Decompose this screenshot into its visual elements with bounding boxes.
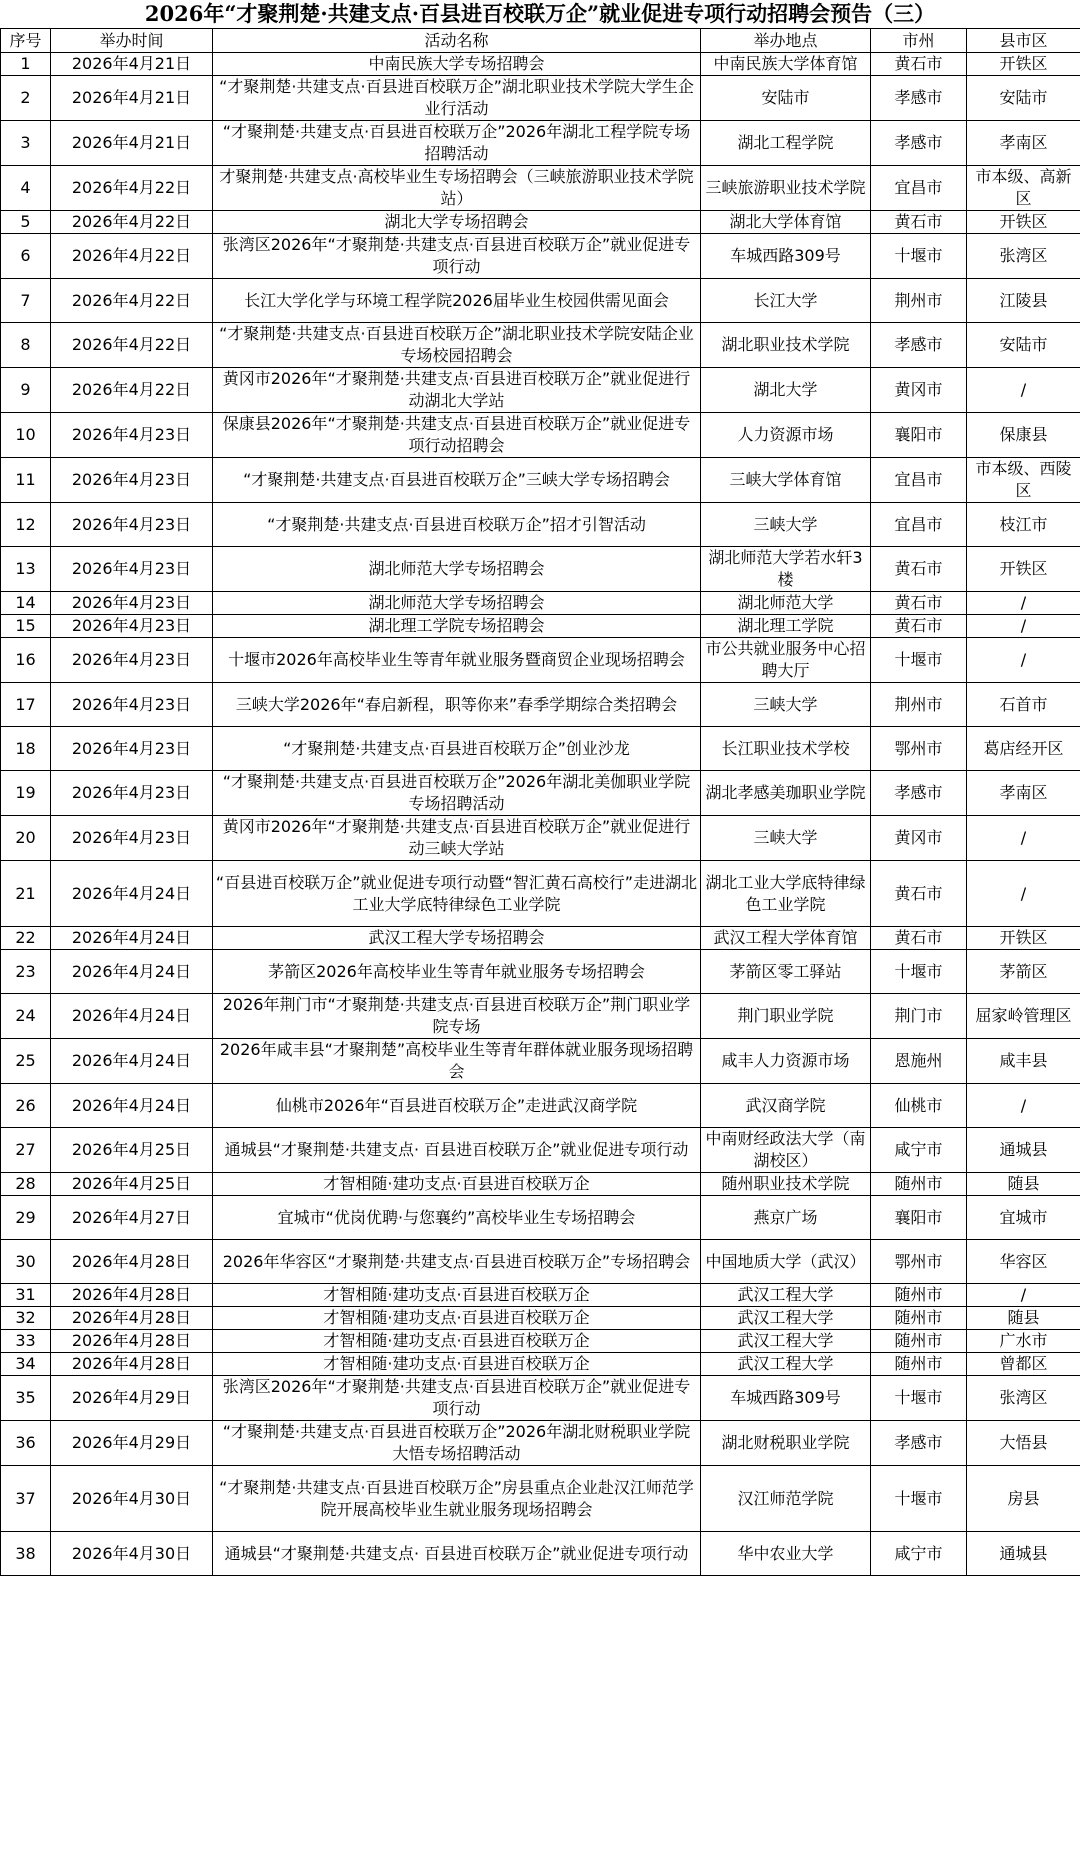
event-date: 2026年4月24日	[51, 861, 213, 927]
county-name: 孝南区	[967, 771, 1080, 816]
event-name: 黄冈市2026年“才聚荆楚·共建支点·百县进百校联万企”就业促进行动湖北大学站	[213, 368, 701, 413]
event-name: 湖北大学专场招聘会	[213, 211, 701, 234]
event-name: 2026年咸丰县“才聚荆楚”高校毕业生等青年群体就业服务现场招聘会	[213, 1039, 701, 1084]
event-venue: 湖北大学体育馆	[701, 211, 871, 234]
event-name: “百县进百校联万企”就业促进专项行动暨“智汇黄石高校行”走进湖北工业大学底特律绿色工业学院	[213, 861, 701, 927]
event-name: 2026年荆门市“才聚荆楚·共建支点·百县进百校联万企”荆门职业学院专场	[213, 994, 701, 1039]
city-name: 荆州市	[871, 683, 967, 727]
county-name: 安陆市	[967, 323, 1080, 368]
table-row	[1, 413, 1080, 458]
county-name: 枝江市	[967, 503, 1080, 547]
event-date: 2026年4月23日	[51, 771, 213, 816]
row-number: 17	[1, 683, 51, 727]
row-number: 36	[1, 1421, 51, 1466]
city-name: 黄石市	[871, 615, 967, 638]
event-venue: 湖北孝感美珈职业学院	[701, 771, 871, 816]
event-name: “才聚荆楚·共建支点·百县进百校联万企”三峡大学专场招聘会	[213, 458, 701, 503]
table-row	[1, 368, 1080, 413]
event-date: 2026年4月28日	[51, 1240, 213, 1284]
row-number: 38	[1, 1532, 51, 1576]
event-name: “才聚荆楚·共建支点·百县进百校联万企”招才引智活动	[213, 503, 701, 547]
row-number: 26	[1, 1084, 51, 1128]
city-name: 恩施州	[871, 1039, 967, 1084]
event-venue: 武汉工程大学	[701, 1353, 871, 1376]
county-name: 市本级、西陵区	[967, 458, 1080, 503]
event-date: 2026年4月28日	[51, 1353, 213, 1376]
row-number: 25	[1, 1039, 51, 1084]
row-number: 20	[1, 816, 51, 861]
city-name: 随州市	[871, 1173, 967, 1196]
event-date: 2026年4月21日	[51, 53, 213, 76]
county-name: 茅箭区	[967, 950, 1080, 994]
table-row	[1, 503, 1080, 547]
city-name: 孝感市	[871, 121, 967, 166]
event-date: 2026年4月25日	[51, 1173, 213, 1196]
city-name: 宜昌市	[871, 503, 967, 547]
event-name: “才聚荆楚·共建支点·百县进百校联万企”2026年湖北工程学院专场招聘活动	[213, 121, 701, 166]
county-name: /	[967, 615, 1080, 638]
city-name: 鄂州市	[871, 1240, 967, 1284]
event-name: 仙桃市2026年“百县进百校联万企”走进武汉商学院	[213, 1084, 701, 1128]
city-name: 孝感市	[871, 323, 967, 368]
county-name: 随县	[967, 1173, 1080, 1196]
event-name: 通城县“才聚荆楚·共建支点· 百县进百校联万企”就业促进专项行动	[213, 1532, 701, 1576]
city-name: 黄冈市	[871, 368, 967, 413]
event-venue: 车城西路309号	[701, 234, 871, 279]
row-number: 14	[1, 592, 51, 615]
county-name: 开铁区	[967, 547, 1080, 592]
event-date: 2026年4月23日	[51, 683, 213, 727]
event-date: 2026年4月22日	[51, 211, 213, 234]
city-name: 襄阳市	[871, 1196, 967, 1240]
event-venue: 人力资源市场	[701, 413, 871, 458]
event-venue: 武汉工程大学	[701, 1284, 871, 1307]
event-venue: 武汉工程大学	[701, 1330, 871, 1353]
row-number: 12	[1, 503, 51, 547]
header-cell: 举办地点	[701, 29, 871, 53]
event-name: 才智相随·建功支点·百县进百校联万企	[213, 1353, 701, 1376]
county-name: /	[967, 1284, 1080, 1307]
row-number: 9	[1, 368, 51, 413]
county-name: /	[967, 592, 1080, 615]
event-name: 武汉工程大学专场招聘会	[213, 927, 701, 950]
table-row	[1, 861, 1080, 927]
header-cell: 活动名称	[213, 29, 701, 53]
event-venue: 三峡大学	[701, 503, 871, 547]
table-row	[1, 1173, 1080, 1196]
event-date: 2026年4月24日	[51, 1084, 213, 1128]
event-name: “才聚荆楚·共建支点·百县进百校联万企”湖北职业技术学院大学生企业行活动	[213, 76, 701, 121]
event-name: “才聚荆楚·共建支点·百县进百校联万企”2026年湖北财税职业学院大悟专场招聘活动	[213, 1421, 701, 1466]
county-name: /	[967, 1084, 1080, 1128]
event-name: 2026年华容区“才聚荆楚·共建支点·百县进百校联万企”专场招聘会	[213, 1240, 701, 1284]
row-number: 24	[1, 994, 51, 1039]
table-row	[1, 1284, 1080, 1307]
table-row	[1, 76, 1080, 121]
county-name: 随县	[967, 1307, 1080, 1330]
city-name: 十堰市	[871, 1466, 967, 1532]
county-name: 张湾区	[967, 234, 1080, 279]
row-number: 27	[1, 1128, 51, 1173]
row-number: 11	[1, 458, 51, 503]
event-name: 茅箭区2026年高校毕业生等青年就业服务专场招聘会	[213, 950, 701, 994]
event-date: 2026年4月23日	[51, 503, 213, 547]
table-row	[1, 592, 1080, 615]
event-date: 2026年4月29日	[51, 1376, 213, 1421]
event-date: 2026年4月24日	[51, 994, 213, 1039]
event-name: 湖北师范大学专场招聘会	[213, 592, 701, 615]
city-name: 黄冈市	[871, 816, 967, 861]
event-name: 宜城市“优岗优聘·与您襄约”高校毕业生专场招聘会	[213, 1196, 701, 1240]
table-row	[1, 1376, 1080, 1421]
table-row	[1, 615, 1080, 638]
row-number: 13	[1, 547, 51, 592]
city-name: 咸宁市	[871, 1532, 967, 1576]
city-name: 荆门市	[871, 994, 967, 1039]
table-row	[1, 279, 1080, 323]
table-row	[1, 1532, 1080, 1576]
row-number: 15	[1, 615, 51, 638]
county-name: /	[967, 368, 1080, 413]
row-number: 19	[1, 771, 51, 816]
event-venue: 燕京广场	[701, 1196, 871, 1240]
event-venue: 安陆市	[701, 76, 871, 121]
event-date: 2026年4月30日	[51, 1532, 213, 1576]
event-venue: 车城西路309号	[701, 1376, 871, 1421]
table-row	[1, 121, 1080, 166]
row-number: 30	[1, 1240, 51, 1284]
city-name: 十堰市	[871, 950, 967, 994]
event-date: 2026年4月28日	[51, 1330, 213, 1353]
county-name: 通城县	[967, 1532, 1080, 1576]
event-venue: 市公共就业服务中心招聘大厅	[701, 638, 871, 683]
event-name: “才聚荆楚·共建支点·百县进百校联万企”2026年湖北美伽职业学院专场招聘活动	[213, 771, 701, 816]
event-date: 2026年4月28日	[51, 1284, 213, 1307]
event-name: “才聚荆楚·共建支点·百县进百校联万企”房县重点企业赴汉江师范学院开展高校毕业生就业服务现场招聘会	[213, 1466, 701, 1532]
table-row	[1, 1128, 1080, 1173]
county-name: 张湾区	[967, 1376, 1080, 1421]
table-row	[1, 638, 1080, 683]
county-name: 开铁区	[967, 927, 1080, 950]
event-date: 2026年4月22日	[51, 368, 213, 413]
event-venue: 中南民族大学体育馆	[701, 53, 871, 76]
table-row	[1, 1353, 1080, 1376]
county-name: 孝南区	[967, 121, 1080, 166]
row-number: 5	[1, 211, 51, 234]
event-date: 2026年4月24日	[51, 1039, 213, 1084]
event-venue: 湖北师范大学若水轩3楼	[701, 547, 871, 592]
event-date: 2026年4月25日	[51, 1128, 213, 1173]
table-row	[1, 994, 1080, 1039]
event-name: 才智相随·建功支点·百县进百校联万企	[213, 1173, 701, 1196]
row-number: 7	[1, 279, 51, 323]
event-date: 2026年4月22日	[51, 166, 213, 211]
city-name: 随州市	[871, 1353, 967, 1376]
event-venue: 三峡大学体育馆	[701, 458, 871, 503]
event-date: 2026年4月21日	[51, 121, 213, 166]
city-name: 黄石市	[871, 927, 967, 950]
row-number: 31	[1, 1284, 51, 1307]
city-name: 孝感市	[871, 1421, 967, 1466]
table-row	[1, 458, 1080, 503]
event-date: 2026年4月29日	[51, 1421, 213, 1466]
county-name: 开铁区	[967, 53, 1080, 76]
event-venue: 中国地质大学（武汉）	[701, 1240, 871, 1284]
event-venue: 长江大学	[701, 279, 871, 323]
city-name: 随州市	[871, 1307, 967, 1330]
event-date: 2026年4月23日	[51, 615, 213, 638]
county-name: 葛店经开区	[967, 727, 1080, 771]
row-number: 21	[1, 861, 51, 927]
event-name: 十堰市2026年高校毕业生等青年就业服务暨商贸企业现场招聘会	[213, 638, 701, 683]
header-cell: 举办时间	[51, 29, 213, 53]
row-number: 10	[1, 413, 51, 458]
event-date: 2026年4月23日	[51, 547, 213, 592]
event-name: “才聚荆楚·共建支点·百县进百校联万企”湖北职业技术学院安陆企业专场校园招聘会	[213, 323, 701, 368]
event-venue: 随州职业技术学院	[701, 1173, 871, 1196]
event-venue: 湖北大学	[701, 368, 871, 413]
header-cell: 县市区	[967, 29, 1080, 53]
city-name: 孝感市	[871, 76, 967, 121]
event-date: 2026年4月23日	[51, 816, 213, 861]
event-name: 张湾区2026年“才聚荆楚·共建支点·百县进百校联万企”就业促进专项行动	[213, 1376, 701, 1421]
table-row	[1, 771, 1080, 816]
event-venue: 湖北财税职业学院	[701, 1421, 871, 1466]
event-venue: 茅箭区零工驿站	[701, 950, 871, 994]
event-name: 才聚荆楚·共建支点·高校毕业生专场招聘会（三峡旅游职业技术学院站）	[213, 166, 701, 211]
table-row	[1, 166, 1080, 211]
row-number: 8	[1, 323, 51, 368]
city-name: 黄石市	[871, 547, 967, 592]
event-venue: 中南财经政法大学（南湖校区）	[701, 1128, 871, 1173]
event-venue: 湖北理工学院	[701, 615, 871, 638]
event-date: 2026年4月23日	[51, 413, 213, 458]
event-date: 2026年4月23日	[51, 638, 213, 683]
event-name: 黄冈市2026年“才聚荆楚·共建支点·百县进百校联万企”就业促进行动三峡大学站	[213, 816, 701, 861]
county-name: 石首市	[967, 683, 1080, 727]
event-name: 才智相随·建功支点·百县进百校联万企	[213, 1330, 701, 1353]
table-row	[1, 1466, 1080, 1532]
event-name: 湖北师范大学专场招聘会	[213, 547, 701, 592]
table-row	[1, 53, 1080, 76]
row-number: 23	[1, 950, 51, 994]
header-cell: 市州	[871, 29, 967, 53]
city-name: 十堰市	[871, 1376, 967, 1421]
county-name: 房县	[967, 1466, 1080, 1532]
city-name: 黄石市	[871, 592, 967, 615]
event-date: 2026年4月22日	[51, 234, 213, 279]
event-venue: 武汉工程大学	[701, 1307, 871, 1330]
city-name: 咸宁市	[871, 1128, 967, 1173]
row-number: 28	[1, 1173, 51, 1196]
row-number: 1	[1, 53, 51, 76]
table-row	[1, 323, 1080, 368]
county-name: 开铁区	[967, 211, 1080, 234]
table-row	[1, 1084, 1080, 1128]
row-number: 16	[1, 638, 51, 683]
row-number: 18	[1, 727, 51, 771]
event-name: 才智相随·建功支点·百县进百校联万企	[213, 1307, 701, 1330]
county-name: 广水市	[967, 1330, 1080, 1353]
event-venue: 汉江师范学院	[701, 1466, 871, 1532]
table-row	[1, 950, 1080, 994]
table-row	[1, 1307, 1080, 1330]
county-name: 安陆市	[967, 76, 1080, 121]
county-name: /	[967, 861, 1080, 927]
row-number: 34	[1, 1353, 51, 1376]
event-venue: 三峡旅游职业技术学院	[701, 166, 871, 211]
table-row	[1, 547, 1080, 592]
table-row	[1, 1330, 1080, 1353]
county-name: 屈家岭管理区	[967, 994, 1080, 1039]
event-date: 2026年4月22日	[51, 323, 213, 368]
job-fair-table	[0, 28, 1080, 1576]
event-date: 2026年4月24日	[51, 950, 213, 994]
row-number: 6	[1, 234, 51, 279]
county-name: 宜城市	[967, 1196, 1080, 1240]
county-name: 市本级、高新区	[967, 166, 1080, 211]
table-row	[1, 683, 1080, 727]
row-number: 4	[1, 166, 51, 211]
row-number: 29	[1, 1196, 51, 1240]
table-header-row	[1, 29, 1080, 53]
event-venue: 华中农业大学	[701, 1532, 871, 1576]
event-date: 2026年4月22日	[51, 279, 213, 323]
county-name: 大悟县	[967, 1421, 1080, 1466]
county-name: 通城县	[967, 1128, 1080, 1173]
city-name: 鄂州市	[871, 727, 967, 771]
event-name: 张湾区2026年“才聚荆楚·共建支点·百县进百校联万企”就业促进专项行动	[213, 234, 701, 279]
event-venue: 武汉商学院	[701, 1084, 871, 1128]
city-name: 荆州市	[871, 279, 967, 323]
page-title: 2026年“才聚荆楚·共建支点·百县进百校联万企”就业促进专项行动招聘会预告（三）	[144, 1, 936, 26]
city-name: 随州市	[871, 1330, 967, 1353]
table-row	[1, 927, 1080, 950]
event-venue: 湖北工程学院	[701, 121, 871, 166]
table-row	[1, 1039, 1080, 1084]
city-name: 黄石市	[871, 211, 967, 234]
event-name: 长江大学化学与环境工程学院2026届毕业生校园供需见面会	[213, 279, 701, 323]
city-name: 孝感市	[871, 771, 967, 816]
city-name: 宜昌市	[871, 458, 967, 503]
table-row	[1, 816, 1080, 861]
event-venue: 湖北师范大学	[701, 592, 871, 615]
event-venue: 湖北职业技术学院	[701, 323, 871, 368]
event-name: 三峡大学2026年“春启新程，职等你来”春季学期综合类招聘会	[213, 683, 701, 727]
event-date: 2026年4月21日	[51, 76, 213, 121]
event-venue: 湖北工业大学底特律绿色工业学院	[701, 861, 871, 927]
row-number: 33	[1, 1330, 51, 1353]
city-name: 十堰市	[871, 234, 967, 279]
event-date: 2026年4月23日	[51, 458, 213, 503]
table-row	[1, 1421, 1080, 1466]
city-name: 仙桃市	[871, 1084, 967, 1128]
header-cell: 序号	[1, 29, 51, 53]
county-name: /	[967, 816, 1080, 861]
event-name: 才智相随·建功支点·百县进百校联万企	[213, 1284, 701, 1307]
event-venue: 咸丰人力资源市场	[701, 1039, 871, 1084]
event-venue: 三峡大学	[701, 683, 871, 727]
city-name: 黄石市	[871, 53, 967, 76]
city-name: 随州市	[871, 1284, 967, 1307]
event-venue: 长江职业技术学校	[701, 727, 871, 771]
county-name: /	[967, 638, 1080, 683]
row-number: 22	[1, 927, 51, 950]
row-number: 37	[1, 1466, 51, 1532]
city-name: 襄阳市	[871, 413, 967, 458]
event-name: 中南民族大学专场招聘会	[213, 53, 701, 76]
event-name: 通城县“才聚荆楚·共建支点· 百县进百校联万企”就业促进专项行动	[213, 1128, 701, 1173]
row-number: 32	[1, 1307, 51, 1330]
county-name: 江陵县	[967, 279, 1080, 323]
county-name: 华容区	[967, 1240, 1080, 1284]
event-venue: 荆门职业学院	[701, 994, 871, 1039]
table-row	[1, 234, 1080, 279]
event-date: 2026年4月28日	[51, 1307, 213, 1330]
table-row	[1, 211, 1080, 234]
event-venue: 武汉工程大学体育馆	[701, 927, 871, 950]
row-number: 35	[1, 1376, 51, 1421]
table-row	[1, 727, 1080, 771]
county-name: 咸丰县	[967, 1039, 1080, 1084]
table-row	[1, 1240, 1080, 1284]
county-name: 保康县	[967, 413, 1080, 458]
city-name: 十堰市	[871, 638, 967, 683]
event-date: 2026年4月30日	[51, 1466, 213, 1532]
event-name: 保康县2026年“才聚荆楚·共建支点·百县进百校联万企”就业促进专项行动招聘会	[213, 413, 701, 458]
table-row	[1, 1196, 1080, 1240]
event-date: 2026年4月27日	[51, 1196, 213, 1240]
event-date: 2026年4月23日	[51, 592, 213, 615]
county-name: 曾都区	[967, 1353, 1080, 1376]
city-name: 黄石市	[871, 861, 967, 927]
event-name: “才聚荆楚·共建支点·百县进百校联万企”创业沙龙	[213, 727, 701, 771]
event-date: 2026年4月24日	[51, 927, 213, 950]
city-name: 宜昌市	[871, 166, 967, 211]
event-date: 2026年4月23日	[51, 727, 213, 771]
row-number: 3	[1, 121, 51, 166]
row-number: 2	[1, 76, 51, 121]
event-venue: 三峡大学	[701, 816, 871, 861]
event-name: 湖北理工学院专场招聘会	[213, 615, 701, 638]
